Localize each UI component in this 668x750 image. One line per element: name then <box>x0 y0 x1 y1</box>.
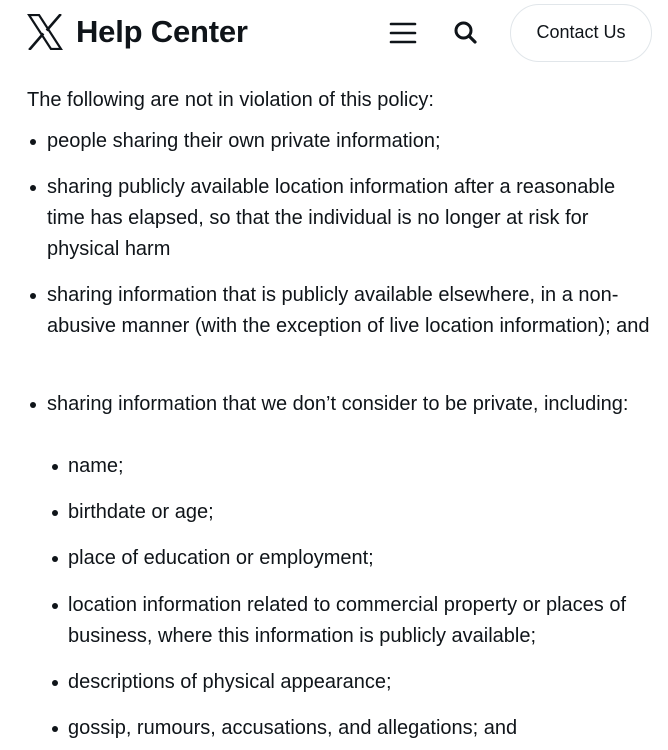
bullet-icon <box>30 293 36 299</box>
sub-list-item: birthdate or age; <box>68 497 658 528</box>
header <box>0 0 668 66</box>
bullet-icon <box>52 556 58 562</box>
list-item: sharing information that is publicly available elsewhere, in a non-abusive manner (with the exception of live location information); and <box>47 280 657 342</box>
bullet-icon <box>30 402 36 408</box>
intro-text: The following are not in violation of this policy: <box>27 89 434 111</box>
hamburger-menu-icon[interactable] <box>386 16 420 50</box>
bullet-icon <box>52 726 58 732</box>
sub-list-item: descriptions of physical appearance; <box>68 667 658 698</box>
bullet-icon <box>30 185 36 191</box>
brand-title[interactable]: Help Center <box>76 14 248 49</box>
x-logo-icon[interactable] <box>27 14 63 50</box>
sub-list-item: location information related to commercial property or places of business, where this information is publicly available; <box>68 590 658 652</box>
sub-list-item: gossip, rumours, accusations, and allegations; and <box>68 713 658 744</box>
bullet-icon <box>52 680 58 686</box>
search-icon[interactable] <box>450 17 482 49</box>
sub-list-item: place of education or employment; <box>68 543 658 574</box>
bullet-icon <box>52 603 58 609</box>
list-item: people sharing their own private information; <box>47 126 657 157</box>
bullet-icon <box>30 139 36 145</box>
bullet-icon <box>52 510 58 516</box>
sub-list-item: name; <box>68 451 658 482</box>
bullet-icon <box>52 464 58 470</box>
list-item: sharing publicly available location information after a reasonable time has elapsed, so that the individual is no longer at risk for physical harm <box>47 172 657 265</box>
contact-us-button[interactable]: Contact Us <box>510 4 652 62</box>
list-item: sharing information that we don’t consider to be private, including: <box>47 389 657 420</box>
